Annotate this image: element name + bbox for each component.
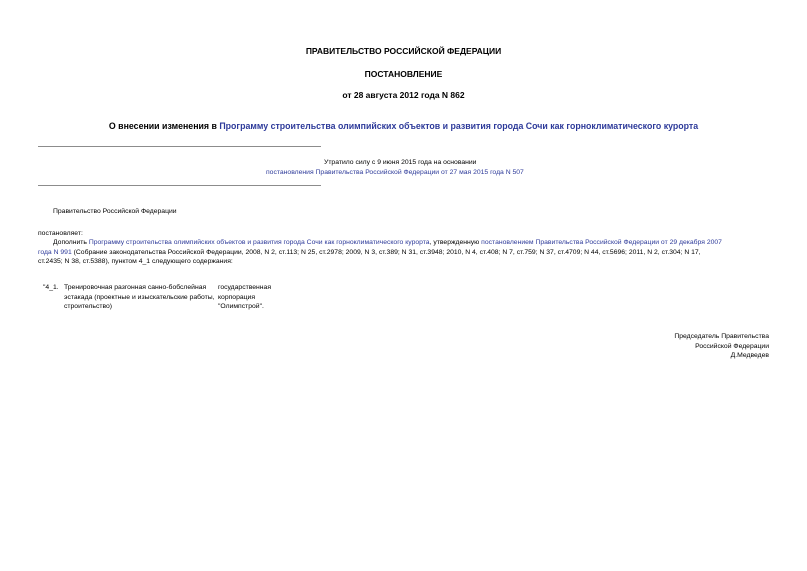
date-number: от 28 августа 2012 года N 862: [342, 90, 465, 100]
paragraph-start: Дополнить: [53, 239, 89, 246]
paragraph-line-3: ст.2435; N 38, ст.5388), пунктом 4_1 следующего содержания:: [38, 258, 233, 266]
signature-name: Д.Медведев: [730, 352, 769, 360]
bottom-divider: [38, 185, 321, 186]
description-line: Тренировочная разгонная санно-бобслейная: [64, 284, 207, 291]
item-executor: [218, 283, 271, 312]
signature-country: Российской Федерации: [695, 342, 769, 350]
government-heading: ПРАВИТЕЛЬСТВО РОССИЙСКОЙ ФЕДЕРАЦИИ: [305, 46, 502, 56]
decree-link-part2[interactable]: года N 991: [38, 248, 72, 256]
paragraph-mid: , утвержденную: [429, 239, 482, 246]
paragraph-line-2: [38, 248, 769, 258]
item-description: [64, 283, 215, 312]
title-prefix: О внесении изменения в: [108, 121, 220, 131]
item-number: "4_1.: [43, 284, 59, 291]
decides: постановляет:: [38, 230, 83, 237]
program-link[interactable]: Программу строительства олимпийских объектов и развития города Сочи как горноклиматического курорта: [219, 121, 699, 131]
program-link-2[interactable]: Программу строительства олимпийских объектов и развития города Сочи как горноклиматического курорта: [88, 239, 430, 246]
paragraph-rest: (Собрание законодательства Российской Федерации, 2008, N 2, ст.113; N 25, ст.2978; 2009, N 3, ст.389; N 31, ст.3948; 2010, N 4, ст.408; N 7, ст.759; N 37, ст.4709; N 44, ст.5696; 2011, N 2, ст.304; N 17,: [71, 248, 701, 256]
repeal-link[interactable]: постановления Правительства Российской Федерации от 27 мая 2015 года N 507: [266, 169, 524, 176]
top-divider: [38, 146, 321, 147]
executor-line: "Олимпстрой".: [218, 303, 264, 311]
description-line: эстакада (проектные и изыскательские работы,: [64, 293, 215, 301]
description-line: строительство): [64, 303, 113, 311]
signature-block: [674, 332, 769, 361]
paragraph-line-1: [38, 238, 769, 248]
executor-line: корпорация: [218, 293, 256, 301]
gov-rf: Правительство Российской Федерации: [53, 208, 177, 215]
document-type: ПОСТАНОВЛЕНИЕ: [364, 69, 443, 79]
signature-position: Председатель Правительства: [674, 333, 769, 340]
decree-link-part1[interactable]: постановлением Правительства Российской Федерации от 29 декабря 2007: [481, 239, 722, 246]
notice-line: Утратило силу с 9 июня 2015 года на основании: [324, 159, 477, 166]
document-title: [0, 121, 807, 131]
executor-line: государственная: [218, 284, 272, 291]
main-paragraph: [38, 238, 769, 267]
